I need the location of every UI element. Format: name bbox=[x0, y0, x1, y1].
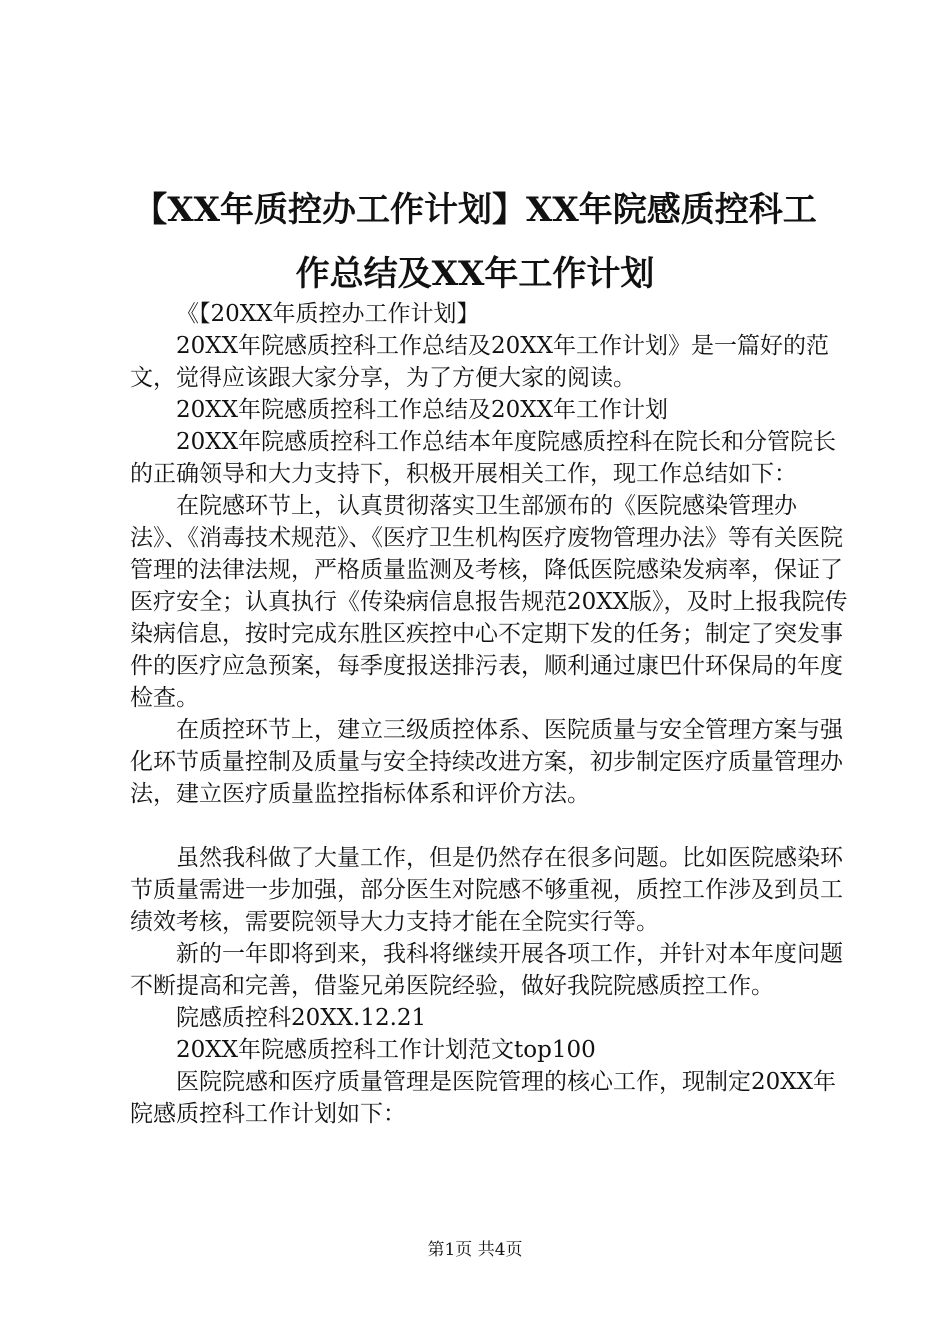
paragraph-intro-2: 20XX年院感质控科工作总结及20XX年工作计划》是一篇好的范文，觉得应该跟大家分享，为了方便大家的阅读。 bbox=[130, 333, 830, 391]
paragraph-spacer bbox=[130, 810, 850, 842]
paragraph-problems: 虽然我科做了大量工作，但是仍然存在很多问题。比如医院感染环节质量需进一步加强，部分医生对院感不够重视，质控工作涉及到员工绩效考核，需要院领导大力支持才能在全院实行等。 bbox=[130, 845, 843, 935]
title-line-2: 作总结及XX年工作计划 bbox=[295, 254, 655, 294]
paragraph-signature: 院感质控科20XX.12.21 bbox=[176, 1005, 427, 1031]
paragraph-plan-heading: 20XX年院感质控科工作计划范文top100 bbox=[176, 1037, 596, 1063]
document-title bbox=[100, 178, 850, 306]
title-line-1: 【XX年质控办工作计划】XX年院感质控科工 bbox=[133, 190, 817, 230]
paragraph-quality-control: 在质控环节上，建立三级质控体系、医院质量与安全管理方案与强化环节质量控制及质量与安全持续改进方案，初步制定医疗质量管理办法，建立医疗质量监控指标体系和评价方法。 bbox=[130, 717, 843, 807]
paragraph-intro-1: 《【20XX年质控办工作计划】 bbox=[176, 301, 480, 327]
paragraph-summary-intro: 20XX年院感质控科工作总结本年度院感质控科在院长和分管院长的正确领导和大力支持下，积极开展相关工作，现工作总结如下： bbox=[130, 429, 837, 487]
paragraph-subtitle: 20XX年院感质控科工作总结及20XX年工作计划 bbox=[176, 397, 669, 423]
paragraph-plan-intro: 医院院感和医疗质量管理是医院管理的核心工作，现制定20XX年院感质控科工作计划如下： bbox=[130, 1069, 837, 1127]
paragraph-new-year: 新的一年即将到来，我科将继续开展各项工作，并针对本年度问题不断提高和完善，借鉴兄弟医院经验，做好我院院感质控工作。 bbox=[130, 941, 843, 999]
page-footer: 第1页 共4页 bbox=[427, 1240, 523, 1260]
paragraph-infection-control: 在院感环节上，认真贯彻落实卫生部颁布的《医院感染管理办法》、《消毒技术规范》、《医疗卫生机构医疗废物管理办法》等有关医院管理的法律法规，严格质量监测及考核，降低医院感染发病率，保证了医疗安全；认真执行《传染病信息报告规范20XX版》，及时上报我院传染病信息，按时完成东胜区疾控中心不定期下发的任务；制定了突发事件的医疗应急预案，每季度报送排污表，顺利通过康巴什环保局的年度检查。 bbox=[130, 493, 848, 711]
document-body bbox=[130, 298, 850, 1130]
